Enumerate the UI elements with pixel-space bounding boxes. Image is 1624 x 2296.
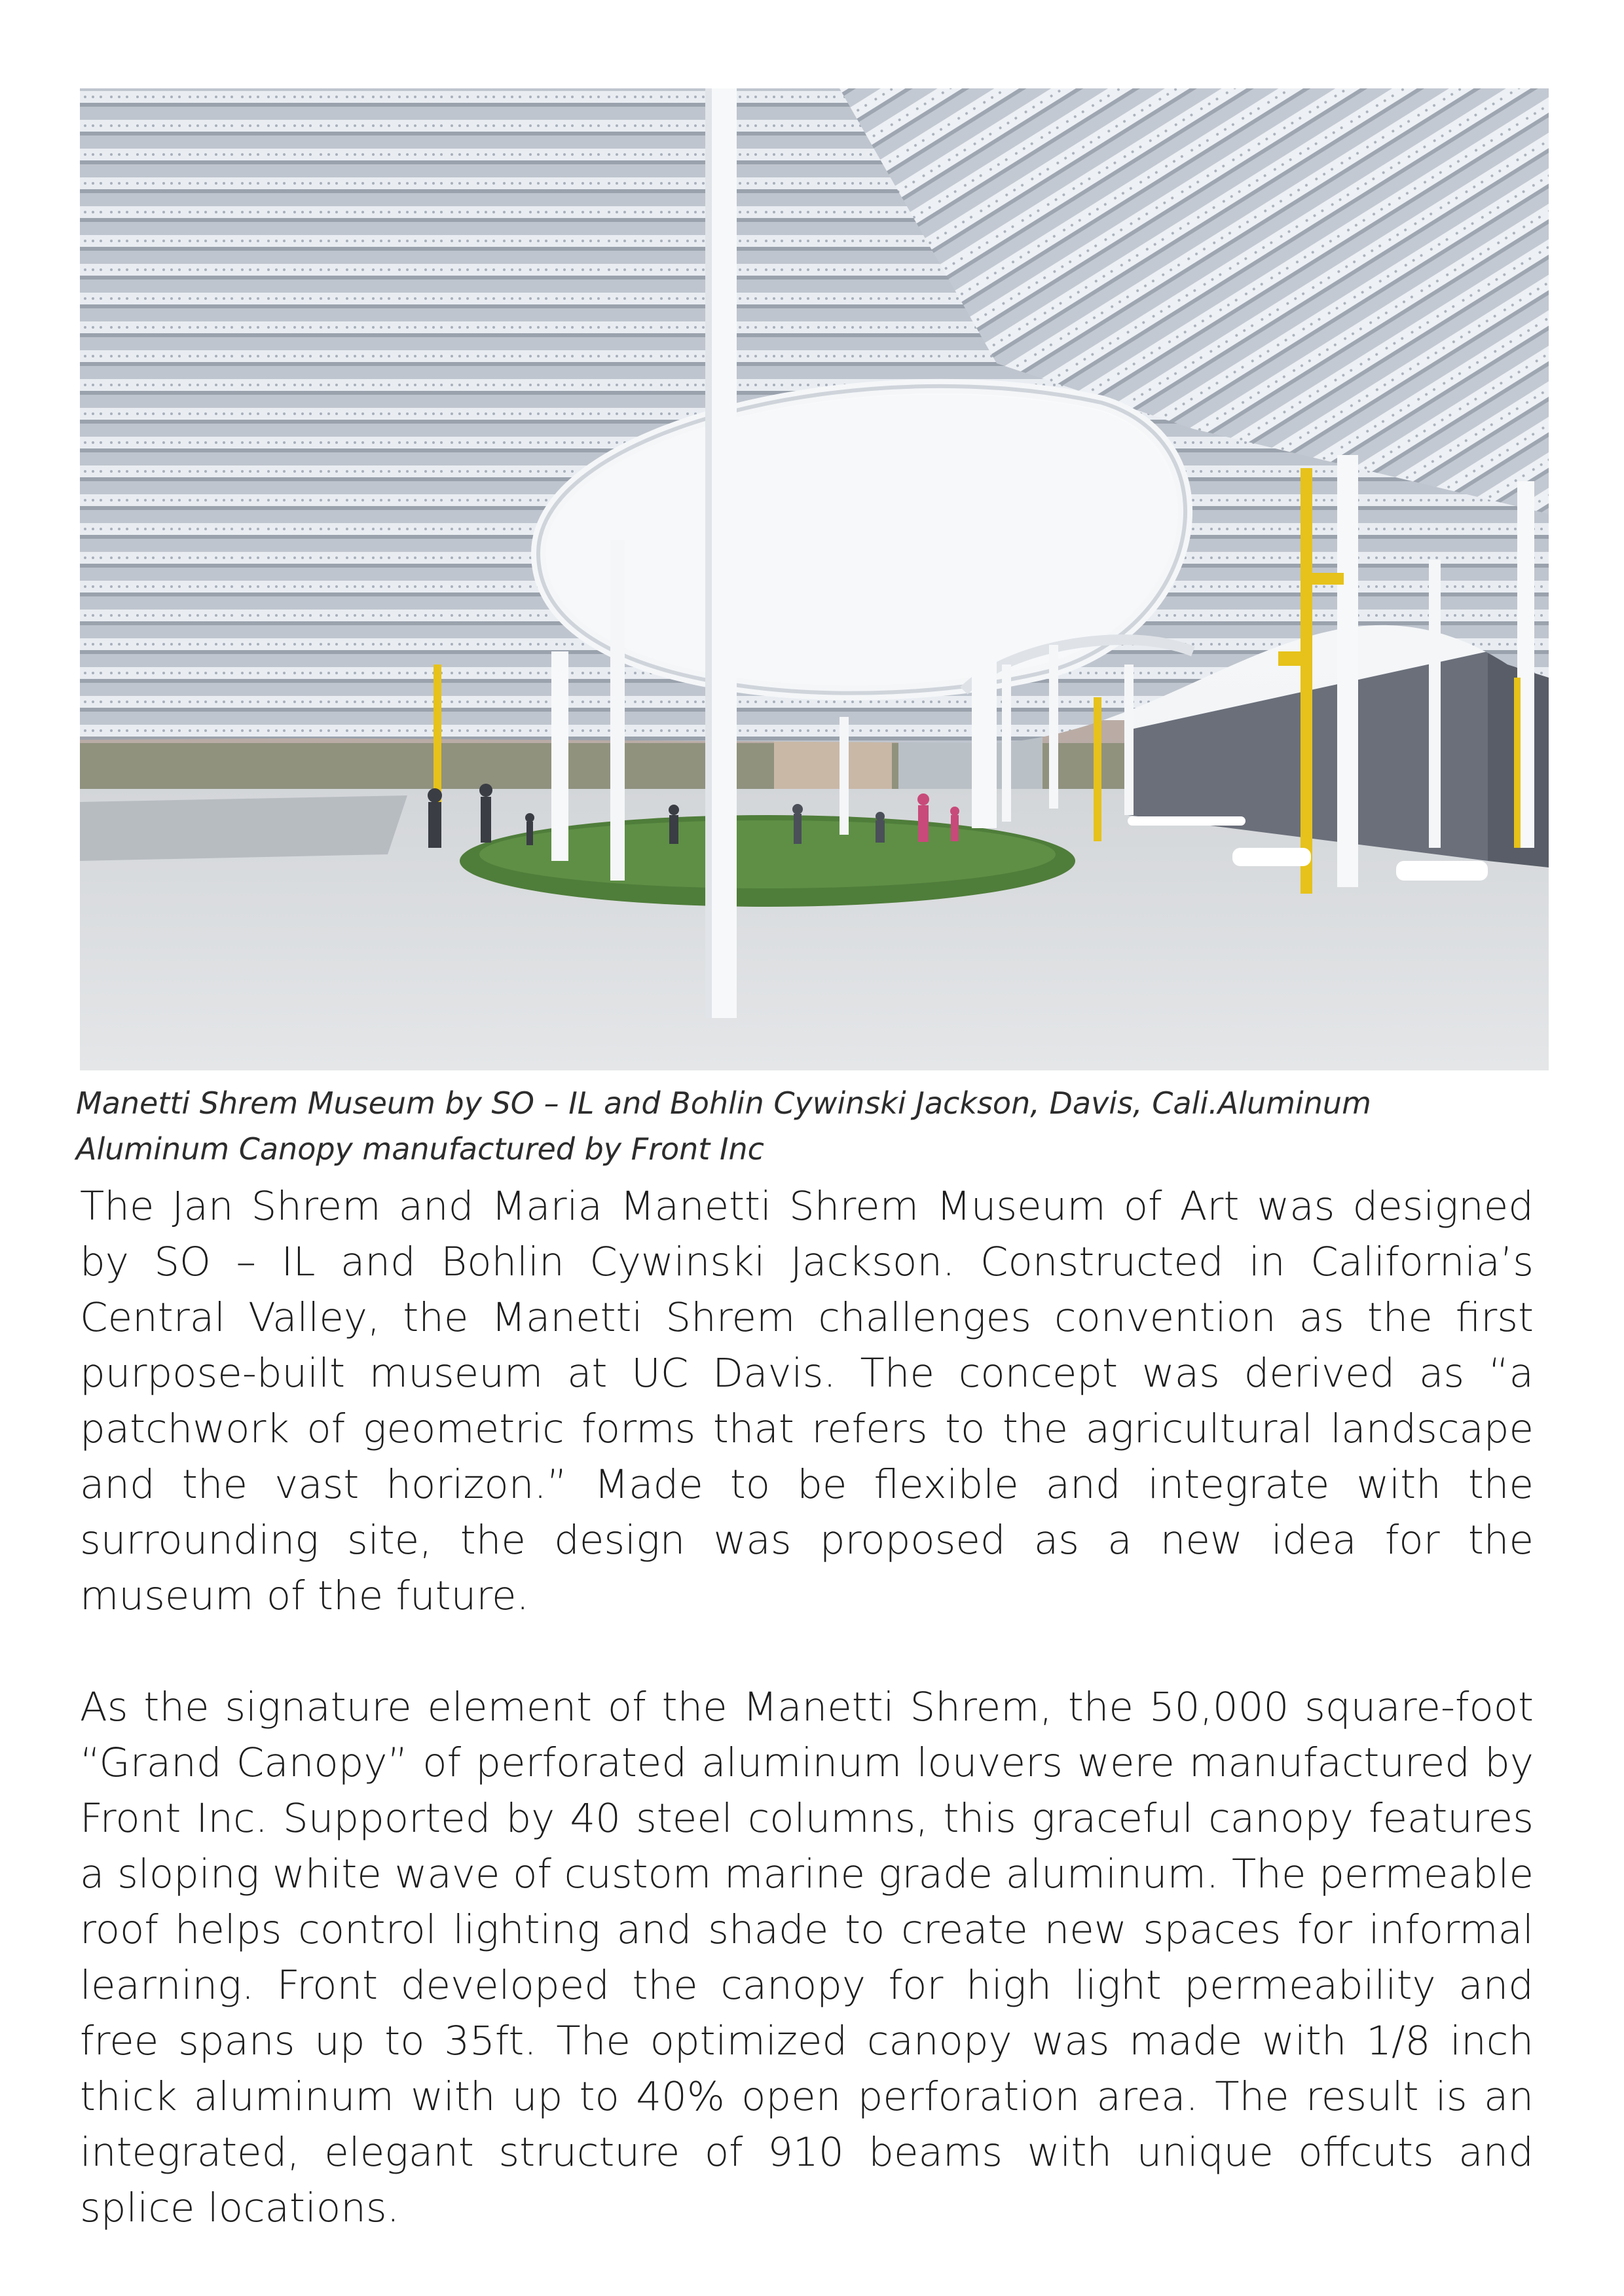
paragraph-intro: The Jan Shrem and Maria Manetti Shrem Museum of Art was designed by SO – IL and Bohlin Cywinski Jackson. Constructed in California’s Central Valley, the Manetti Shrem challenges convention as the first purpose-built museum at UC Davis. The concept was derived as “a patchwork of geometric forms that refers to the agricultural landscape and the vast horizon.” Made to be flexible and integrate with the surrounding site, the design was proposed as a new idea for the museum of the future. xyxy=(80,1183,1534,1619)
caption-line-2: Aluminum Canopy manufactured by Front Inc xyxy=(76,1131,764,1167)
photo-illustration xyxy=(80,88,1549,1070)
museum-canopy-photo xyxy=(80,88,1549,1070)
caption-line-1: Manetti Shrem Museum by SO – IL and Bohlin Cywinski Jackson, Davis, Cali.Aluminum xyxy=(76,1085,1371,1121)
article-body xyxy=(80,1178,1534,2236)
paragraph-canopy: As the signature element of the Manetti Shrem, the 50,000 square-foot “Grand Canopy” of perforated aluminum louvers were manufactured by Front Inc. Supported by 40 steel columns, this graceful canopy features a sloping white wave of custom marine grade aluminum. The permeable roof helps control lighting and shade to create new spaces for informal learning. Front developed the canopy for high light permeability and free spans up to 35ft. The optimized canopy was made with 1/8 inch thick aluminum with up to 40% open perforation area. The result is an integrated, elegant structure of 910 beams with unique offcuts and splice locations. xyxy=(80,1684,1534,2231)
photo-caption xyxy=(76,1080,1556,1172)
